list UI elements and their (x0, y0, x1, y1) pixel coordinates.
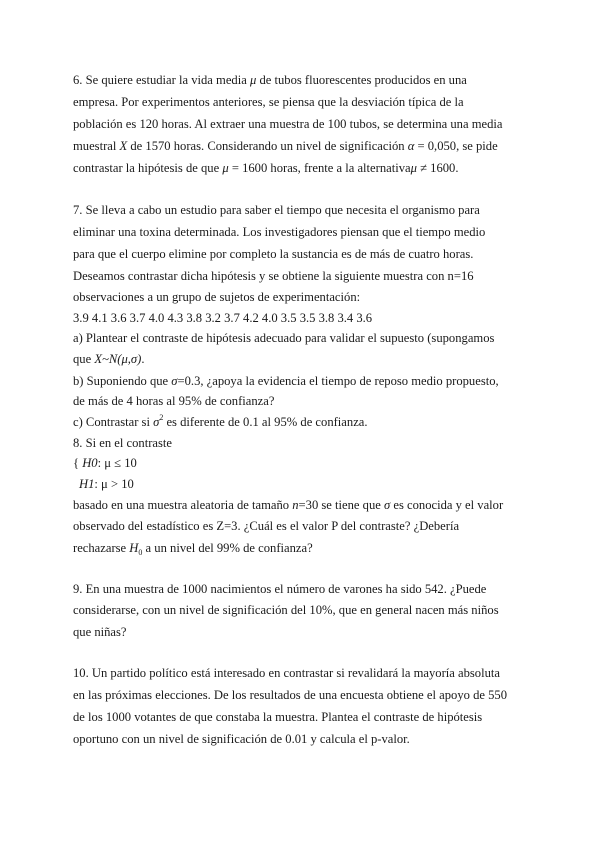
p8-line-5: observado del estadístico es Z=3. ¿Cuál es el valor P del contraste? ¿Debería (73, 519, 460, 533)
p7-line-2: eliminar una toxina determinada. Los investigadores piensan que el tiempo medio (73, 225, 486, 239)
p6-line-4: muestral X de 1570 horas. Considerando un nivel de significación α = 0,050, se pide (73, 139, 498, 153)
p9-line-1: 9. En una muestra de 1000 nacimientos el número de varones ha sido 542. ¿Puede (73, 582, 487, 596)
p7-part-a-line-1: a) Plantear el contraste de hipótesis adecuado para validar el supuesto (supongamos (73, 331, 495, 345)
p10-line-3: de los 1000 votantes de que constaba la muestra. Plantea el contraste de hipótesis (73, 710, 483, 724)
p7-part-a-line-2: que X~N(μ,σ). (73, 352, 145, 366)
p7-sample-data: 3.9 4.1 3.6 3.7 4.0 4.3 3.8 3.2 3.7 4.2 4.0 3.5 3.5 3.8 3.4 3.6 (73, 311, 373, 325)
p7-part-b-line-1: b) Suponiendo que σ=0.3, ¿apoya la evidencia el tiempo de reposo medio propuesto, (73, 374, 499, 388)
p7-line-1: 7. Se lleva a cabo un estudio para saber el tiempo que necesita el organismo para (73, 203, 480, 217)
p7-line-4: Deseamos contrastar dicha hipótesis y se obtiene la siguiente muestra con n=16 (73, 269, 474, 283)
p9-line-2: considerarse, con un nivel de significación del 10%, que en general nacen más niños (73, 603, 499, 617)
p9-line-3: que niñas? (73, 625, 127, 639)
p7-line-3: para que el cuerpo elimine por completo la sustancia es de más de cuatro horas. (73, 247, 474, 261)
p10-line-4: oportuno con un nivel de significación de 0.01 y calcula el p-valor. (73, 732, 410, 746)
p8-line-4: basado en una muestra aleatoria de tamaño n=30 se tiene que σ es conocida y el valor (73, 498, 504, 512)
p7-line-5: observaciones a un grupo de sujetos de experimentación: (73, 290, 361, 304)
p8-hypothesis-h1: H1: μ > 10 (79, 477, 134, 491)
p7-part-b-line-2: de más de 4 horas al 95% de confianza? (73, 394, 275, 408)
p8-line-6: rechazarse $H_0$ a un nivel del 99% de confianza? (73, 541, 313, 557)
p6-line-3: población es 120 horas. Al extraer una muestra de 100 tubos, se determina una media (73, 117, 503, 131)
p10-line-2: en las próximas elecciones. De los resultados de una encuesta obtiene el apoyo de 550 (73, 688, 507, 702)
p8-hypothesis-h0: { H0: μ ≤ 10 (73, 456, 137, 470)
p8-line-1: 8. Si en el contraste (73, 436, 172, 450)
p6-line-2: empresa. Por experimentos anteriores, se piensa que la desviación típica de la (73, 95, 464, 109)
p7-part-c: c) Contrastar si $\sigma^2$ es diferente de 0.1 al 95% de confianza. (73, 413, 368, 429)
p6-line-1: 6. Se quiere estudiar la vida media μ de tubos fluorescentes producidos en una (73, 73, 467, 87)
p6-line-5: contrastar la hipótesis de que μ = 1600 horas, frente a la alternativaμ ≠ 1600. (73, 161, 459, 175)
p10-line-1: 10. Un partido político está interesado en contrastar si revalidará la mayoría absoluta (73, 666, 500, 680)
